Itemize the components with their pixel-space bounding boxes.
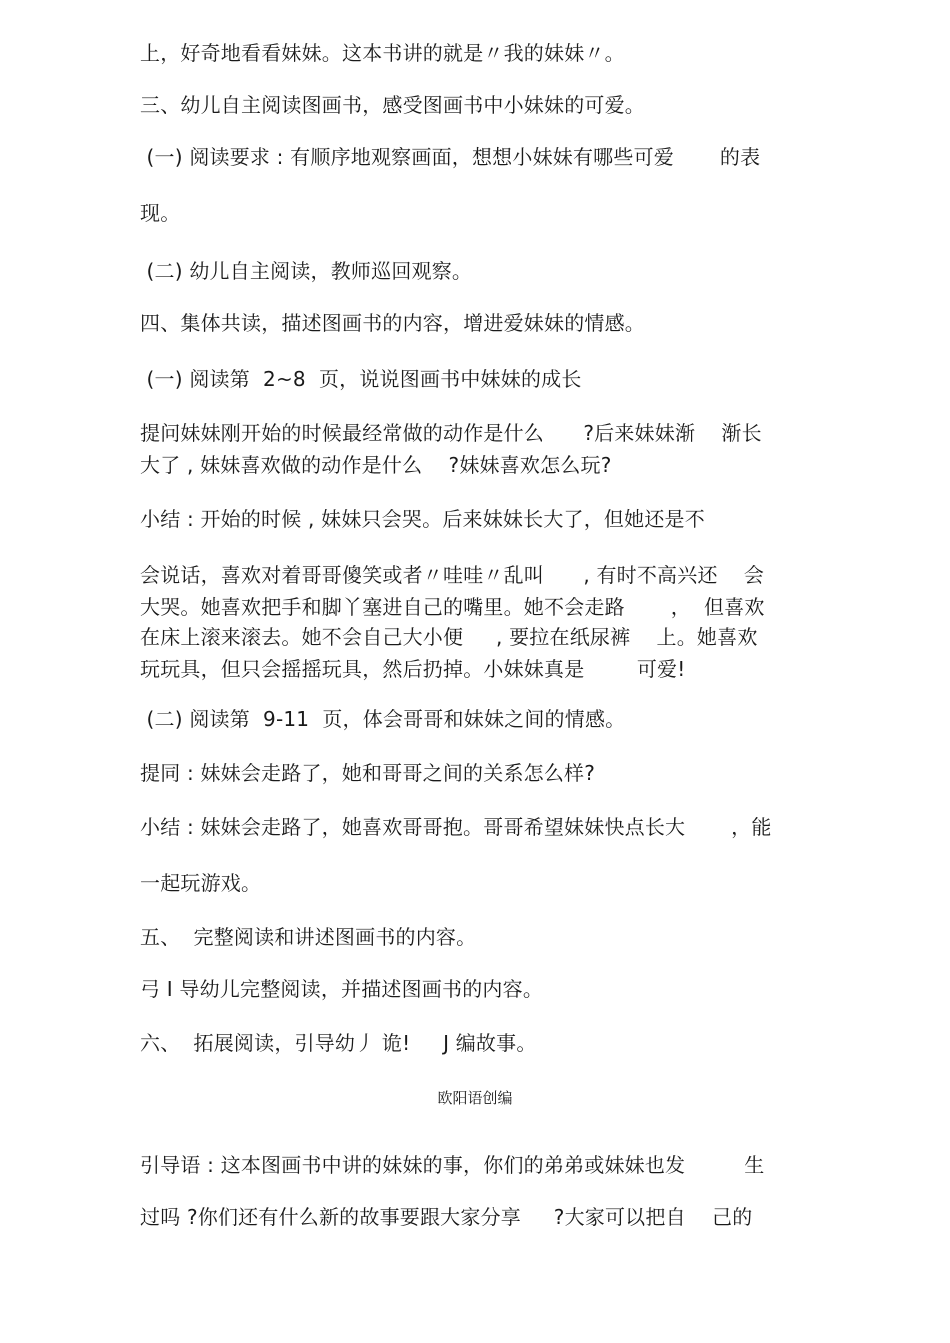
text-line: 上，好奇地看看妹妹。这本书讲的就是〃我的妹妹〃。 <box>140 41 625 65</box>
heading-section-5: 五、 完整阅读和讲述图画书的内容。 <box>140 925 477 949</box>
text-line: 过吗 ?你们还有什么新的故事要跟大家分享 ?大家可以把自 己的 <box>140 1205 753 1229</box>
text-line: 会说话，喜欢对着哥哥傻笑或者〃哇哇〃乱叫 , 有时不高兴还 会 <box>140 563 765 587</box>
text-line: 大哭。她喜欢把手和脚丫塞进自己的嘴里。她不会走路 ， 但喜欢 <box>140 595 765 619</box>
heading-section-4: 四、集体共读，描述图画书的内容，增进爱妹妹的情感。 <box>140 311 645 335</box>
heading-section-3: 三、幼儿自主阅读图画书，感受图画书中小妹妹的可爱。 <box>140 93 645 117</box>
text-line: 大了 , 妹妹喜欢做的动作是什么 ?妹妹喜欢怎么玩? <box>140 453 612 477</box>
text-line: (二) 幼儿自主阅读，教师巡回观察。 <box>140 259 473 283</box>
text-line: (二) 阅读第 9-11 页，体会哥哥和妹妹之间的情感。 <box>140 707 626 731</box>
footer-credit: 欧阳语创编 <box>437 1089 513 1107</box>
text-line: 在床上滚来滚去。她不会自己大小便 , 要拉在纸尿裤 上。她喜欢 <box>140 625 758 649</box>
text-line: (一) 阅读第 2~8 页，说说图画书中妹妹的成长 <box>140 367 582 391</box>
heading-section-6: 六、 拓展阅读，引导幼丿 诡! J 编故事。 <box>140 1031 537 1055</box>
text-line: (一) 阅读要求 : 有顺序地观察画面，想想小妹妹有哪些可爱 的表 <box>140 145 761 169</box>
text-line: 提同 : 妹妹会走路了，她和哥哥之间的关系怎么样? <box>140 761 596 785</box>
text-line: 提问妹妹刚开始的时候最经常做的动作是什么 ?后来妹妹渐 渐长 <box>140 421 762 445</box>
text-line: 弓 I 导幼儿完整阅读，并描述图画书的内容。 <box>140 977 544 1001</box>
text-line: 小结 : 开始的时候 , 妹妹只会哭。后来妹妹长大了，但她还是不 <box>140 507 705 531</box>
text-line: 引导语 : 这本图画书中讲的妹妹的事，你们的弟弟或妹妹也发 生 <box>140 1153 765 1177</box>
text-line: 小结 : 妹妹会走路了，她喜欢哥哥抱。哥哥希望妹妹快点长大 ，能 <box>140 815 772 839</box>
text-line: 一起玩游戏。 <box>140 871 262 895</box>
text-line: 现。 <box>140 201 181 225</box>
text-line: 玩玩具，但只会摇摇玩具，然后扔掉。小妹妹真是 可爱! <box>140 657 686 681</box>
